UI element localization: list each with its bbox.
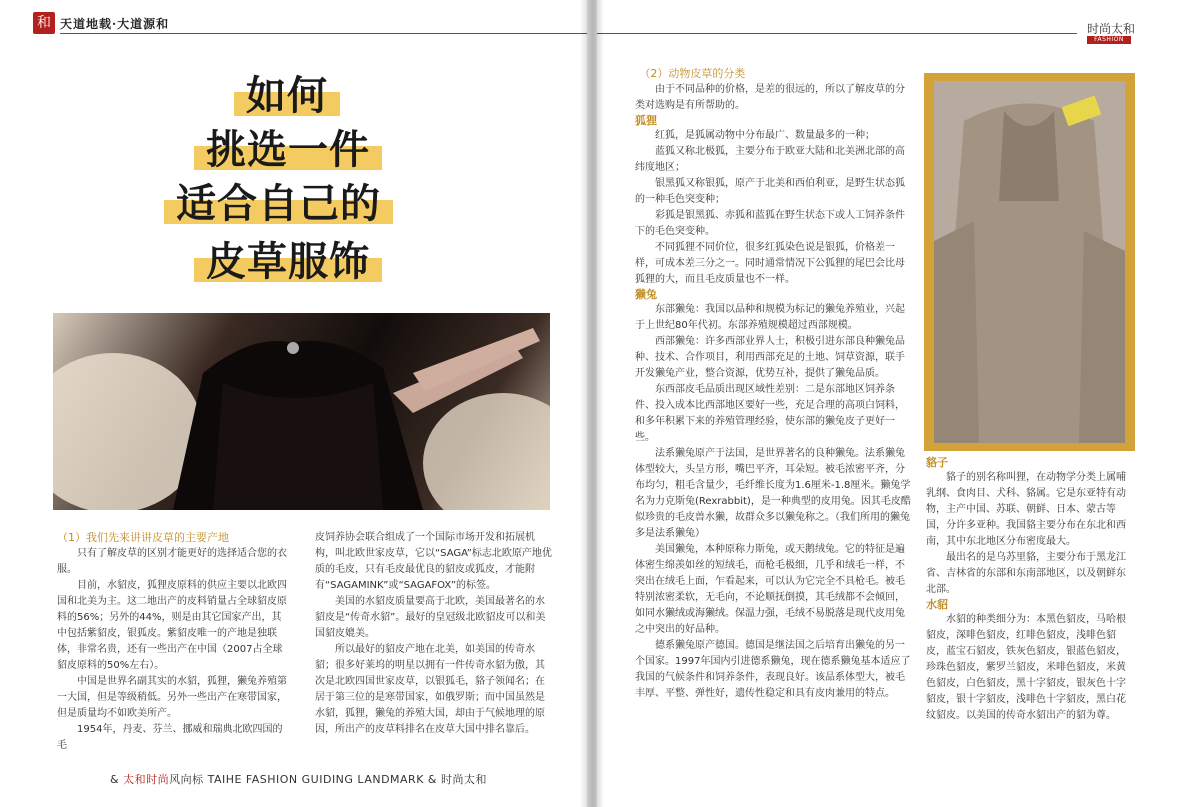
header-badge: FASHION — [1087, 36, 1131, 44]
paragraph: 美国的水貂皮质量要高于北欧，美国最著名的水貂皮是“传奇水貂”。最好的皇冠级北欧貂皮可以和美国貂皮媲美。 — [315, 596, 546, 639]
left-column-1 — [57, 530, 289, 754]
paragraph: 蓝狐又称北极狐，主要分布于欧亚大陆和北美洲北部的高纬度地区； — [635, 146, 905, 173]
subhead-rabbit: 獭兔 — [635, 288, 657, 301]
fur-coat-illustration — [53, 313, 550, 510]
paragraph: 法系獭兔原产于法国，是世界著名的良种獭兔。法系獭兔体型较大，头呈方形，嘴巴平齐，耳朵短。被毛浓密平齐，分布均匀，粗毛含量少，毛纤维长度为1.6厘米-1.8厘米。獭兔学名为力克斯兔(Rexrabbit)，是一种典型的皮用兔。因其毛皮酷似珍贵的毛皮兽水獭，故群众多以獭兔称之。（我们所用的獭兔多是法系獭兔） — [635, 448, 911, 539]
subhead-raccoon-dog: 貉子 — [926, 456, 948, 469]
header-left-text: 天道地载·大道源和 — [60, 17, 170, 31]
paragraph: 西部獭兔：许多西部业界人士，积极引进东部良种獭兔品种、技术、合作项目，利用西部充足的土地、饲草资源，联手开发獭兔产业，整合资源，优势互补，提供了獭兔品质。 — [635, 336, 905, 379]
right-column-1 — [635, 66, 911, 702]
title-line-3: 适合自己的 — [176, 181, 381, 227]
logo: 和 — [33, 12, 55, 34]
paragraph: 所以最好的貂皮产地在北美，如美国的传奇水貂；很多好莱坞的明星以拥有一件传奇水貂为傲，其次是北欧四国世家皮草，以银狐毛，貉子领闻名；在居于第三位的是寒带国家，如俄罗斯；而中国虽然是水貂，狐狸，獭兔的养殖大国，却由于气候地理的原因，所出产的皮草料排名在皮草大国中排名靠后。 — [315, 644, 545, 735]
left-column-2 — [315, 530, 552, 738]
subhead-fox: 狐狸 — [635, 114, 657, 127]
mink-coat-illustration — [934, 81, 1125, 443]
header-right-text: 时尚太和 — [1087, 22, 1136, 36]
paragraph: 美国獭兔，本种原称力斯兔，或天鹅绒兔。它的特征是遍体密生绵羡如丝的短绒毛，而枪毛极细，几乎和绒毛一样，不突出在绒毛上面，乍看起来，可以认为它完全不具枪毛。被毛特别浓密柔软，无毛向，不论顺抚倒摸，其毛绒都不会倾回，如同水獭绒或海獭绒。保温力强，毛绒不易脱落是现代皮用兔之中突出的好品种。 — [635, 544, 905, 635]
fur-coat-photo-mink — [924, 73, 1135, 451]
paragraph: 银黑狐又称银狐，原产于北美和西伯利亚，是野生状态狐的一种毛色突变种； — [635, 178, 905, 205]
paragraph: 只有了解皮草的区别才能更好的选择适合您的衣服。 — [57, 548, 287, 575]
paragraph: 最出名的是乌苏里貉，主要分布于黑龙江省、吉林省的东部和东南部地区，以及朝鲜东北部。 — [926, 552, 1126, 595]
right-page — [597, 0, 1184, 807]
section-title-classification: （2）动物皮草的分类 — [639, 67, 746, 80]
paragraph: 不同狐狸不同价位，很多红狐染色说是银狐，价格差一样，可成本差三分之一。同时通常情况下公狐狸的尾巴会比母狐狸的大，而且毛皮质量也不一样。 — [635, 242, 905, 285]
paragraph: 皮饲养协会联合组成了一个国际市场开发和拓展机构，叫北欧世家皮草，它以“SAGA”标志北欧原产地优质的毛皮，只有毛皮最优良的貂皮或狐皮，才能附有“SAGAMINK”或“SAGAFOX”的标签。 — [315, 532, 552, 591]
mink-coat-image — [934, 81, 1125, 443]
fur-coat-photo-black — [53, 313, 550, 510]
paragraph: 水貂的种类细分为：本黑色貂皮，马哈根貂皮，深啡色貂皮，红啡色貂皮，浅啡色貂皮，蓝宝石貂皮，铁灰色貂皮，银蓝色貂皮，珍珠色貂皮，紫罗兰貂皮，米啡色貂皮，米黄色貂皮，白色貂皮，黑十字貂皮，银灰色十字貂皮，银十字貂皮，浅啡色十字貂皮，黑白花纹貂皮。以美国的传奇水貂出产的貂为尊。 — [926, 614, 1126, 721]
footer-brand: 太和时尚 — [123, 773, 170, 786]
title-line-2: 挑选一件 — [206, 127, 370, 173]
paragraph: 目前，水貂皮，狐狸皮原料的供应主要以北欧四国和北美为主。这二地出产的皮料销量占全球貂皮原料的56%；另外的44%，则是由其它国家产出，其中包括紫貂皮，银狐皮。紫貂皮唯一的产地是独联体，非常名贵，还有一些出产在中国（2007占全球貂皮原料的50%左右）。 — [57, 580, 287, 671]
paragraph: 貉子的别名称叫狸，在动物学分类上属哺乳纲、食肉目、犬科、貉属。它是东亚特有动物，主产中国、苏联、朝鲜、日本、蒙古等国，分许多亚种。我国貉主要分布在东北和西南，其中东北地区分布密度最大。 — [926, 472, 1126, 547]
footer-text: 风向标 TAIHE FASHION GUIDING LANDMARK & 时尚太和 — [169, 773, 487, 786]
title-line-4: 皮草服饰 — [206, 239, 370, 285]
paragraph: 彩狐是银黑狐、赤狐和蓝狐在野生状态下或人工饲养条件下的毛色突变种。 — [635, 210, 905, 237]
paragraph: 红狐，是狐属动物中分布最广、数量最多的一种； — [655, 130, 875, 141]
paragraph: 中国是世界名副其实的水貂，狐狸，獭兔养殖第一大国，但是等级稍低。另外一些出产在寒带国家，但是质量均不如欧美所产。 — [57, 676, 287, 719]
header-rule-right — [597, 33, 1077, 34]
footer-amp: & — [110, 773, 120, 786]
article-title — [0, 0, 587, 320]
paragraph: 东西部皮毛品质出现区域性差别：二是东部地区饲养条件、投入成本比西部地区要好一些，充足合理的高项白饲料，和多年积累下来的养殖管理经验，使东部的獭兔皮子更好一些。 — [635, 384, 905, 443]
left-page — [0, 0, 587, 807]
right-column-2 — [926, 456, 1134, 724]
footer — [110, 771, 487, 787]
subhead-mink: 水貂 — [926, 598, 948, 611]
paragraph: 东部獭兔：我国以品种和规模为标记的獭兔养殖业，兴起于上世纪80年代初。东部养殖规模超过西部规模。 — [635, 304, 905, 331]
paragraph: 德系獭兔原产德国。德国是继法国之后培育出獭兔的另一个国家。1997年国内引进德系獭兔，现在德系獭兔基本适应了我国的气候条件和饲养条件，表现良好。该品系体型大，被毛丰厚、平整、弹性好，遗传性稳定和具有皮肉兼用的特点。 — [635, 640, 911, 699]
section-title-origin: （1）我们先来讲讲皮草的主要产地 — [57, 531, 229, 544]
paragraph: 1954年，丹麦、芬兰、挪威和瑞典北欧四国的毛 — [57, 724, 283, 751]
paragraph: 由于不同品种的价格，是差的很远的，所以了解皮草的分类对选购是有所帮助的。 — [635, 84, 905, 111]
title-line-1: 如何 — [246, 73, 328, 119]
